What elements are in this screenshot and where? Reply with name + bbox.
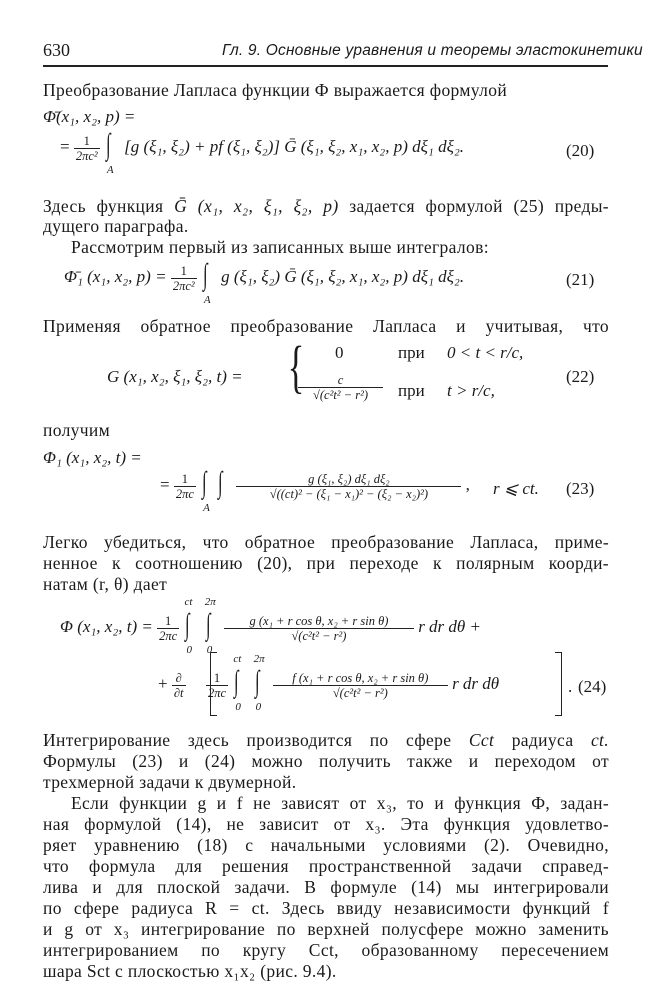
- right-bracket: [555, 652, 562, 716]
- left-bracket: [210, 652, 217, 716]
- paragraph-integration-line3: трехмерной задачи к двумерной.: [43, 772, 297, 792]
- header-rule: [43, 65, 608, 67]
- equation-23-rhs: = $\frac{1}{2\pi c}$ ∫ A ∫ $\frac{\text{g (ξ₁, ξ₂) dξ₁ dξ₂}}{\text{√((ct)² − (ξ₁ − x₁)² − (ξ₂ − x₂)²)}}$ ,: [160, 466, 470, 514]
- left-brace: {: [287, 334, 305, 399]
- equation-21: Φ̄₁ (x₁, x₂, p) = $\frac{1}{\text{2πc²}}$ ∫ A g (ξ₁, ξ₂) Ḡ (ξ₁, ξ₂, x₁, x₂, p) dξ₁ dξ₂.: [64, 258, 465, 306]
- eq23-condition: r ⩽ ct.: [493, 479, 539, 498]
- paragraph-integration-line1: Интегрирование здесь производится по сфере Cct радиуса ct.: [43, 730, 609, 750]
- paragraph-integration-line2: Формулы (23) и (24) можно получить также и переходом от: [43, 751, 609, 771]
- eq20-body: [g (ξ₁, ξ₂) + pf (ξ₁, ξ₂)] Ḡ (ξ₁, ξ₂, x₁, x₂, p) dξ₁ dξ₂.: [124, 136, 465, 156]
- paragraph-plane-line2: ная формулой (14), не зависит от x₃. Эта функция удовлетво-: [43, 814, 609, 834]
- paragraph-first-integral: Рассмотрим первый из записанных выше интегралов:: [71, 237, 489, 257]
- eq22-case1-word: при: [398, 343, 425, 362]
- paragraph-plane-line4: что формула для решения пространственной задачи справед-: [43, 856, 609, 876]
- equation-number-20: (20): [566, 141, 595, 160]
- paragraph-plane-line8: интегрированием по кругу Cct, образованному пересечением: [43, 940, 609, 960]
- eq21-coefficient: $\frac{1}{\text{2πc²}}$: [172, 263, 195, 293]
- paragraph-plane-line6: по сфере радиуса R = ct. Здесь ввиду независимости функций f: [43, 898, 609, 918]
- eq22-case2-condition: t > r/c,: [447, 381, 495, 400]
- paragraph-G-definition-line2: дущего параграфа.: [43, 216, 189, 236]
- integral-sign: ∫ A: [202, 258, 211, 306]
- paragraph-intro-laplace: Преобразование Лапласа функции Ф выражается формулой: [43, 80, 508, 100]
- eq22-case1-value: 0: [335, 343, 344, 362]
- eq22-case2-fraction: $\frac{c}{\text{√(c²t² − r²)}}$: [298, 373, 383, 402]
- page-number: 630: [43, 40, 70, 60]
- paragraph-inverse-laplace: Применяя обратное преобразование Лапласа и учитывая, что: [43, 316, 609, 336]
- equation-20-lhs: [43, 107, 135, 127]
- equation-20-rhs: = $\frac{1}{\text{2πc²}}$ ∫ A [g (ξ₁, ξ₂) + pf (ξ₁, ξ₂)] Ḡ (ξ₁, ξ₂, x₁, x₂, p) dξ₁ dξ₂.: [60, 128, 465, 176]
- equation-22-lhs: G (x₁, x₂, ξ₁, ξ₂, t) =: [107, 367, 243, 386]
- running-title: Гл. 9. Основные уравнения и теоремы эластокинетики: [222, 42, 643, 59]
- paragraph-plane-line5: лива и для плоской задачи. В формуле (14) мы интегрировали: [43, 877, 609, 897]
- integral-sign: ∫ A: [105, 128, 114, 176]
- eq20-coefficient: $\frac{1}{\text{2πc²}}$: [75, 133, 98, 163]
- paragraph-polar-line2: ненное к соотношению (20), при переходе к полярным коорди-: [43, 553, 609, 573]
- eq22-case2-word: при: [398, 381, 425, 400]
- equation-number-21: (21): [566, 270, 595, 289]
- paragraph-polar-line3: натам (r, θ) дает: [43, 574, 168, 594]
- eq24-period: .: [568, 677, 573, 696]
- equation-23-lhs: Φ₁ (x₁, x₂, t) =: [43, 448, 142, 467]
- paragraph-polar-line1: Легко убедиться, что обратное преобразование Лапласа, приме-: [43, 532, 609, 552]
- equation-number-23: (23): [566, 479, 595, 498]
- equation-24-line2: + $\frac{\partial}{\partial t}$ $\frac{1}{2\pi c}$ ∫ ct 0 ∫ 2π 0 $\frac{\text{f (x₁ + r cos θ, x₂ + r sin θ)}}{\text{√(c²t² − r²)}}$ r dr dθ: [158, 653, 500, 713]
- equation-number-24: (24): [578, 677, 607, 696]
- paragraph-G-definition-line1: Здесь функция Ḡ (x₁, x₂, ξ₁, ξ₂, p) задается формулой (25) преды-: [43, 196, 609, 216]
- paragraph-plane-line7: и g от x₃ интегрирование по верхней полусфере можно заменить: [43, 919, 609, 939]
- paragraph-plane-line9: шара Sct с плоскостью x₁x₂ (рис. 9.4).: [43, 961, 337, 981]
- paragraph-plane-line1: Если функции g и f не зависят от x₃, то и функция Ф, задан-: [71, 793, 609, 813]
- eq21-body: g (ξ₁, ξ₂) Ḡ (ξ₁, ξ₂, x₁, x₂, p) dξ₁ dξ₂.: [221, 266, 465, 286]
- inline-G-function: Ḡ (x₁, x₂, ξ₁, ξ₂, p): [174, 196, 339, 216]
- equation-number-22: (22): [566, 367, 595, 386]
- equation-24-line1: Φ (x₁, x₂, t) = $\frac{1}{2\pi c}$ ∫ ct 0 ∫ 2π 0 $\frac{\text{g (x₁ + r cos θ, x₂ + r sin θ)}}{\text{√(c²t² − r²)}}$ r dr dθ +: [60, 596, 481, 656]
- eq22-case1-condition: 0 < t < r/c,: [447, 343, 524, 362]
- paragraph-plane-line3: ряет уравнению (18) с начальными условиями (2). Очевидно,: [43, 835, 609, 855]
- paragraph-obtain: получим: [43, 420, 111, 440]
- eq20-lhs-text: Φ̄(x₁, x₂, p) =: [43, 107, 136, 126]
